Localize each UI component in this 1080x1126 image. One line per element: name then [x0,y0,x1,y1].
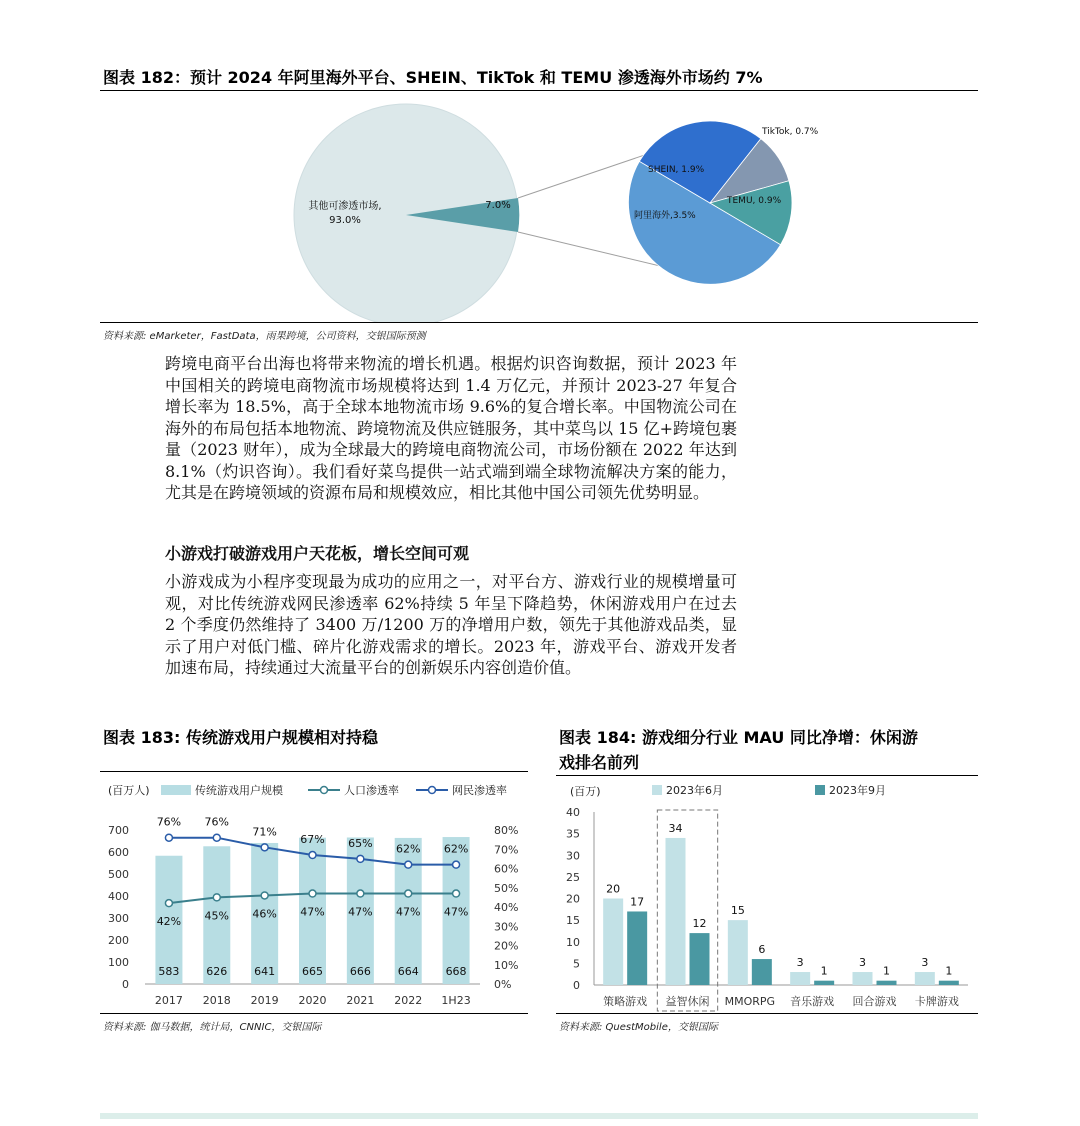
x-tick-label: 2020 [298,994,327,1007]
label-other-market-value: 93.0% [329,215,361,226]
bar-sep [814,981,834,985]
y-tick-right: 0% [494,978,512,991]
point-pop-penetration [261,892,268,899]
y-tick-left: 300 [108,912,129,925]
label-other-market: 其他可渗透市场, [308,201,382,212]
label-pop-penetration: 47% [348,905,373,919]
point-net-penetration [165,834,172,841]
label-net-penetration: 67% [300,833,325,847]
bar-jun [790,972,810,985]
x-tick-label: 2022 [394,994,423,1007]
bar-label-users: 626 [206,965,228,978]
y-tick-left: 100 [108,956,129,969]
bar-jun [915,972,935,985]
y-tick-left: 0 [122,978,129,991]
label-net-penetration: 71% [252,825,277,839]
legend-marker-net [429,787,436,794]
label-seven-percent: 7.0% [485,200,511,211]
point-net-penetration [357,855,364,862]
point-net-penetration [453,861,460,868]
label-pop-penetration: 47% [443,905,469,919]
y-tick: 25 [566,870,580,884]
label-alibaba-overseas: 阿里海外,3.5% [634,211,696,221]
point-net-penetration [213,834,220,841]
fig184-unit-label: (百万) [570,785,601,798]
y-tick: 35 [566,827,580,841]
y-tick-right: 20% [494,939,519,953]
fig182-source: 资料来源: eMarketer，FastData，雨果跨境，公司资料，交银国际预测 [103,331,426,342]
x-tick-label: 音乐游戏 [790,995,835,1008]
x-tick-label: 益智休闲 [665,995,710,1008]
bar-jun [728,920,748,985]
point-pop-penetration [405,890,412,897]
fig182-pie-chart [100,92,978,322]
bar-sep [627,911,647,985]
y-tick: 20 [566,892,580,906]
bar-label-users: 668 [445,965,467,978]
fig184-plot [566,806,968,1011]
x-tick-label: 1H23 [441,994,471,1007]
bar-label-jun: 20 [606,882,621,896]
y-tick-right: 80% [494,824,519,837]
bar-label-users: 641 [254,965,276,978]
label-net-penetration: 62% [395,842,421,856]
y-tick: 5 [573,957,580,971]
fig182-top-rule [100,90,978,91]
y-tick-right: 10% [494,958,519,972]
legend-marker-pop [321,787,328,794]
y-tick-left: 500 [108,868,129,881]
label-pop-penetration: 47% [395,905,421,919]
y-tick-right: 40% [494,901,519,914]
y-tick: 15 [566,914,580,928]
point-net-penetration [405,861,412,868]
fig183-bottom-rule [100,1013,528,1014]
bar-label-sep: 6 [758,943,766,957]
y-tick-left: 600 [108,846,129,859]
fig183-unit-label: (百万人) [108,784,150,797]
paragraph-mini-games: 小游戏成为小程序变现最为成功的应用之一，对平台方、游戏行业的规模增量可观，对比传统游戏网民渗透率 62%持续 5 年呈下降趋势，休闲游戏用户在过去 2 个季度仍然维持了 3400 万/1200 万的净增用户数，领先于其他游戏品类，显示了用户对低门槛、碎片化游戏需求的增长。2023 年，游戏平台、游戏开发者加速布局，持续通过大流量平台的创新娱乐内容创造价值。 [165,572,737,677]
label-net-penetration: 62% [443,842,469,856]
fig184-source: 资料来源: QuestMobile，交银国际 [559,1022,718,1033]
fig184-title-line2: 戏排名前列 [559,753,640,772]
fig183-top-rule [100,771,528,772]
bar-label-jun: 3 [921,956,929,970]
bar-label-users: 665 [302,965,323,978]
x-tick-label: 卡牌游戏 [914,995,959,1008]
legend-label-sep: 2023年9月 [829,784,886,797]
label-shein: SHEIN, 1.9% [648,165,705,175]
label-temu: TEMU, 0.9% [727,196,782,206]
x-tick-label: 2017 [154,994,183,1007]
y-tick: 40 [566,806,580,819]
label-net-penetration: 65% [348,836,373,850]
paragraph-logistics: 跨境电商平台出海也将带来物流的增长机遇。根据灼识咨询数据，预计 2023 年中国相关的跨境电商物流市场规模将达到 1.4 万亿元，并预计 2023-27 年复合增长率为 18.5%，高于全球本地物流市场 9.6%的复合增长率。中国物流公司在海外的布局包括本地物流、跨境物流及供应链服务，其中菜鸟以 15 亿+跨境包裹量（2023 财年），成为全球最大的跨境电商物流公司，市场份额在 2022 年达到 8.1%（灼识咨询）。我们看好菜鸟提供一站式端到端全球物流解决方案的能力，尤其是在跨境领域的资源布局和规模效应，相比其他中国公司领先优势明显。 [165,354,737,502]
bar-jun [666,838,686,985]
y-tick: 10 [566,935,580,949]
fig182-bottom-rule [100,322,978,323]
label-pop-penetration: 45% [204,909,230,923]
y-tick-left: 400 [108,890,129,903]
y-tick-left: 700 [108,824,129,837]
fig183-plot [108,816,518,1007]
bar-label-users: 666 [349,965,371,978]
point-pop-penetration [213,894,220,901]
section-subheading: 小游戏打破游戏用户天花板，增长空间可观 [165,544,470,563]
bar-label-sep: 1 [945,964,953,978]
bar-label-sep: 12 [692,917,707,931]
label-pop-penetration: 47% [300,905,325,919]
fig183-title: 图表 183: 传统游戏用户规模相对持稳 [103,728,378,747]
bar-label-jun: 3 [796,956,804,970]
y-tick-left: 200 [108,934,129,947]
y-tick-right: 70% [494,843,519,857]
y-tick-right: 30% [494,920,519,934]
bar-label-jun: 15 [730,904,745,918]
fig184-bottom-rule [556,1013,978,1014]
label-net-penetration: 76% [204,815,230,829]
bar-jun [603,899,623,986]
bar-label-jun: 34 [668,821,683,835]
bar-label-sep: 1 [883,964,890,978]
legend-label-users: 传统游戏用户规模 [195,784,283,797]
point-net-penetration [261,844,268,851]
label-pop-penetration: 42% [156,915,182,929]
legend-swatch-jun [652,785,662,795]
y-tick: 30 [566,849,580,863]
x-tick-label: 策略游戏 [603,995,648,1008]
bar-label-users: 664 [397,965,419,978]
bar-label-jun: 3 [859,956,866,970]
point-pop-penetration [309,890,316,897]
bar-sep [939,981,959,985]
bar-label-users: 583 [158,965,180,978]
x-tick-label: 2018 [202,994,231,1007]
fig184-bar-chart [556,777,978,1013]
bar-label-sep: 1 [820,964,828,978]
fig184-top-rule [556,775,978,776]
label-net-penetration: 76% [156,815,182,829]
y-tick-right: 60% [494,862,519,876]
y-tick: 0 [573,979,580,992]
point-pop-penetration [165,900,172,907]
fig183-source: 资料来源: 伽马数据，统计局，CNNIC，交银国际 [103,1022,322,1033]
label-pop-penetration: 46% [252,907,277,921]
bar-sep [752,959,772,985]
legend-swatch-users [161,785,191,795]
bar-sep [690,933,710,985]
bar-jun [853,972,873,985]
legend-label-jun: 2023年6月 [666,784,723,797]
bar-sep [877,981,897,985]
point-pop-penetration [453,890,460,897]
fig182-title: 图表 182：预计 2024 年阿里海外平台、SHEIN、TikTok 和 TEMU 渗透海外市场约 7% [103,68,763,87]
x-tick-label: MMORPG [724,995,776,1008]
bar-label-sep: 17 [630,895,645,909]
footer-bar [100,1113,978,1119]
point-net-penetration [309,852,316,859]
x-tick-label: 回合游戏 [852,995,897,1008]
point-pop-penetration [357,890,364,897]
legend-label-net: 网民渗透率 [452,784,507,797]
y-tick-right: 50% [494,881,519,895]
fig183-combo-chart [100,773,528,1013]
x-tick-label: 2019 [250,994,279,1007]
fig184-title-line1: 图表 184: 游戏细分行业 MAU 同比净增：休闲游 [559,728,918,747]
label-tiktok: TikTok, 0.7% [762,127,819,137]
x-tick-label: 2021 [346,994,375,1007]
legend-swatch-sep [815,785,825,795]
legend-label-pop: 人口渗透率 [344,784,399,797]
